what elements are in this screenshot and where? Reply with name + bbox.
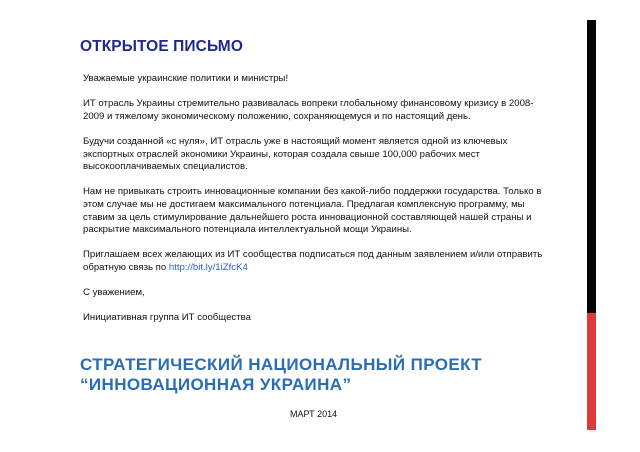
date-label: МАРТ 2014	[290, 409, 338, 419]
decorative-bar-black	[587, 20, 596, 313]
paragraph-4	[83, 249, 553, 274]
letter-title: ОТКРЫТОЕ ПИСЬМО	[80, 38, 243, 55]
letter-body	[83, 73, 553, 337]
project-title-line-1: СТРАТЕГИЧЕСКИЙ НАЦИОНАЛЬНЫЙ ПРОЕКТ	[80, 355, 483, 374]
project-title	[80, 355, 482, 395]
project-title-line-2: “ИННОВАЦИОННАЯ УКРАИНА”	[80, 375, 352, 394]
greeting: Уважаемые украинские политики и министры!	[83, 73, 289, 84]
feedback-link[interactable]: http://bit.ly/1iZfcK4	[168, 261, 248, 273]
signature: Инициативная группа ИТ сообщества	[83, 312, 251, 324]
paragraph-2: Будучи созданной «с нуля», ИТ отрасль уже в настоящий момент является одной из ключевых экспортных отраслей экономики Украины, которая создала свыше 100,000 рабочих мест высокооплачиваемых специалистов.	[83, 135, 508, 173]
decorative-bar-red	[587, 313, 596, 430]
paragraph-1: ИТ отрасль Украины стремительно развивалась вопреки глобальному финансовому кризису в 2008-2009 и тяжелому экономическому положению, сохраняющемуся и по настоящий день.	[83, 98, 534, 122]
closing: С уважением,	[83, 287, 145, 299]
paragraph-4-text: Приглашаем всех желающих из ИТ сообщества подписаться под данным заявлением и/или отправить обратную связь по	[83, 249, 543, 273]
paragraph-3: Нам не привыкать строить инновационные компании без какой-либо поддержки государства. Только в этом случае мы не достигаем максимального потенциала. Предлагая комплексную программу, мы ставим за цель стимулирование дальнейшего роста инновационной составляющей нашей страны и раскрытие максимального потенциала интеллектуальной мощи Украины.	[83, 186, 542, 236]
